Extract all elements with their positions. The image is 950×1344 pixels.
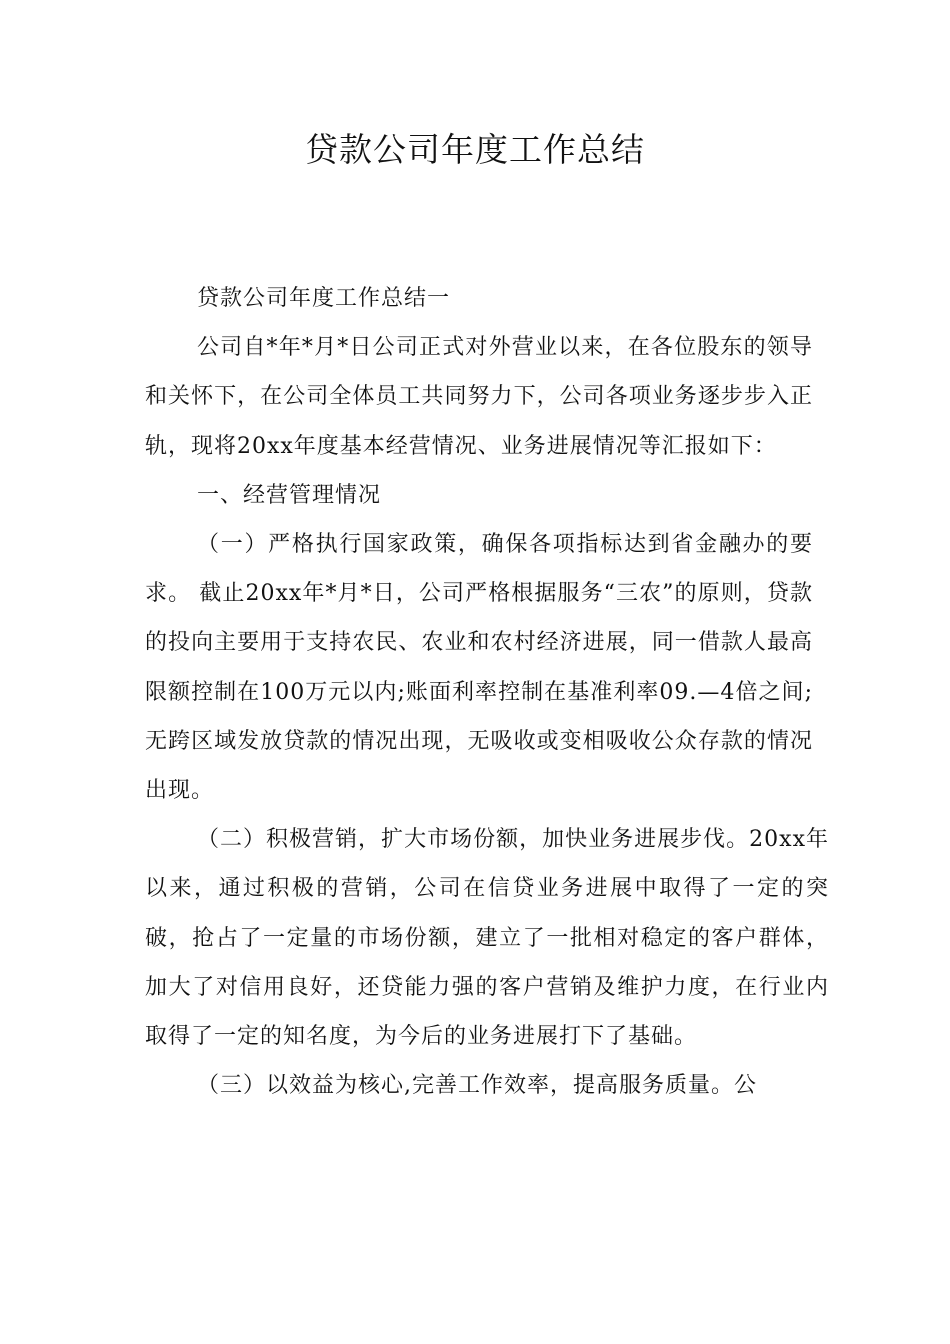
body-paragraph: （三）以效益为核心,完善工作效率，提高服务质量。公 (197, 1073, 757, 1099)
intro-paragraph: 公司自*年*月*日公司正式对外营业以来，在各位股东的领导和关怀下，在公司全体员工共同努力下，公司各项业务逐步步入正轨，现将20xx年度基本经营情况、业务进展情况等汇报如下： (145, 335, 813, 459)
document-title: 贷款公司年度工作总结 (305, 130, 645, 169)
section-heading: 贷款公司年度工作总结一 (197, 286, 451, 311)
body-paragraph: （一）严格执行国家政策，确保各项指标达到省金融办的要求。 截止20xx年*月*日，公司严格根据服务“三农”的原则，贷款的投向主要用于支持农民、农业和农村经济进展，同一借款人最高限额控制在100万元以内;账面利率控制在基准利率09.—4倍之间;无跨区域发放贷款的情况出现，无吸收或变相吸收公众存款的情况出现。 (145, 532, 813, 804)
section-heading: 一、经营管理情况 (197, 482, 382, 508)
body-paragraph: （二）积极营销，扩大市场份额，加快业务进展步伐。20xx年以来，通过积极的营销，公司在信贷业务进展中取得了一定的突破，抢占了一定量的市场份额，建立了一批相对稳定的客户群体，加大了对信用良好，还贷能力强的客户营销及维护力度，在行业内取得了一定的知名度，为今后的业务进展打下了基础。 (145, 827, 829, 1050)
document-body (145, 274, 829, 1110)
